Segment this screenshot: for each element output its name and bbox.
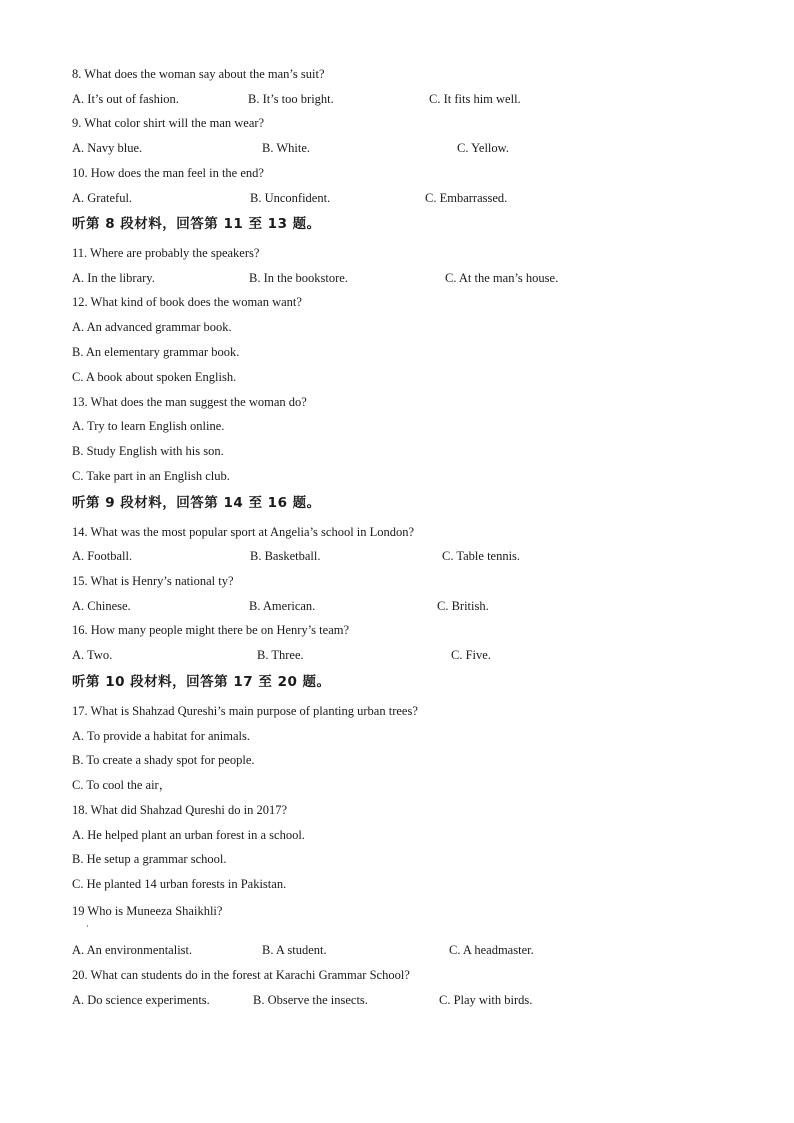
question-13-option-c: C. Take part in an English club. <box>72 469 230 483</box>
question-10-option-b: B. Unconfident. <box>250 191 331 205</box>
question-15-option-b: B. American. <box>249 599 316 613</box>
question-20-option-b: B. Observe the insects. <box>253 993 368 1007</box>
question-16-stem: 16. How many people might there be on Henry’s team? <box>72 623 350 637</box>
question-20-option-c: C. Play with birds. <box>439 993 533 1007</box>
stray-dot: · <box>86 921 89 931</box>
question-12-option-c: C. A book about spoken English. <box>72 370 237 384</box>
question-14-option-b: B. Basketball. <box>250 549 321 563</box>
section-9-heading: 听第 9 段材料，回答第 14 至 16 题。 <box>72 495 321 511</box>
question-19-option-a: A. An environmentalist. <box>72 943 193 957</box>
question-13-stem: 13. What does the man suggest the woman do? <box>72 395 307 409</box>
question-19-option-b: B. A student. <box>262 943 327 957</box>
question-11-option-b: B. In the bookstore. <box>249 271 348 285</box>
question-19-stem: 19 Who is Muneeza Shaikhli? <box>72 904 223 918</box>
question-19-option-c: C. A headmaster. <box>449 943 534 957</box>
question-15-stem: 15. What is Henry’s national ty? <box>72 574 234 588</box>
question-11-option-a: A. In the library. <box>72 271 155 285</box>
question-14-stem: 14. What was the most popular sport at Angelia’s school in London? <box>72 525 415 539</box>
question-20-stem: 20. What can students do in the forest at Karachi Grammar School? <box>72 968 410 982</box>
question-18-option-b: B. He setup a grammar school. <box>72 852 227 866</box>
question-14-option-c: C. Table tennis. <box>442 549 521 563</box>
question-20-option-a: A. Do science experiments. <box>72 993 210 1007</box>
question-11-option-c: C. At the man’s house. <box>445 271 559 285</box>
question-16-option-c: C. Five. <box>451 648 491 662</box>
question-9-option-a: A. Navy blue. <box>72 141 143 155</box>
question-9-option-b: B. White. <box>262 141 311 155</box>
question-18-option-c: C. He planted 14 urban forests in Pakistan. <box>72 877 287 891</box>
question-8-option-c: C. It fits him well. <box>429 92 521 106</box>
question-15-option-c: C. British. <box>437 599 489 613</box>
section-10-heading: 听第 10 段材料，回答第 17 至 20 题。 <box>72 674 331 690</box>
question-15-option-a: A. Chinese. <box>72 599 131 613</box>
question-17-option-a: A. To provide a habitat for animals. <box>72 729 251 743</box>
question-10-option-c: C. Embarrassed. <box>425 191 508 205</box>
question-16-option-b: B. Three. <box>257 648 304 662</box>
question-12-option-b: B. An elementary grammar book. <box>72 345 240 359</box>
question-13-option-b: B. Study English with his son. <box>72 444 224 458</box>
question-13-option-a: A. Try to learn English online. <box>72 419 225 433</box>
question-17-stem: 17. What is Shahzad Qureshi’s main purpose of planting urban trees? <box>72 704 418 718</box>
question-8-option-b: B. It’s too bright. <box>248 92 334 106</box>
question-8-option-a: A. It’s out of fashion. <box>72 92 179 106</box>
question-18-stem: 18. What did Shahzad Qureshi do in 2017? <box>72 803 288 817</box>
section-8-heading: 听第 8 段材料，回答第 11 至 13 题。 <box>72 216 321 232</box>
question-8-stem: 8. What does the woman say about the man’s suit? <box>72 67 325 81</box>
question-12-stem: 12. What kind of book does the woman want? <box>72 295 302 309</box>
question-12-option-a: A. An advanced grammar book. <box>72 320 232 334</box>
question-9-stem: 9. What color shirt will the man wear? <box>72 116 265 130</box>
question-17-option-c: C. To cool the air， <box>72 778 172 792</box>
question-11-stem: 11. Where are probably the speakers? <box>72 246 260 260</box>
question-14-option-a: A. Football. <box>72 549 133 563</box>
question-16-option-a: A. Two. <box>72 648 113 662</box>
question-18-option-a: A. He helped plant an urban forest in a school. <box>72 828 305 842</box>
question-9-option-c: C. Yellow. <box>457 141 509 155</box>
question-17-option-b: B. To create a shady spot for people. <box>72 753 255 767</box>
question-10-option-a: A. Grateful. <box>72 191 133 205</box>
question-10-stem: 10. How does the man feel in the end? <box>72 166 264 180</box>
